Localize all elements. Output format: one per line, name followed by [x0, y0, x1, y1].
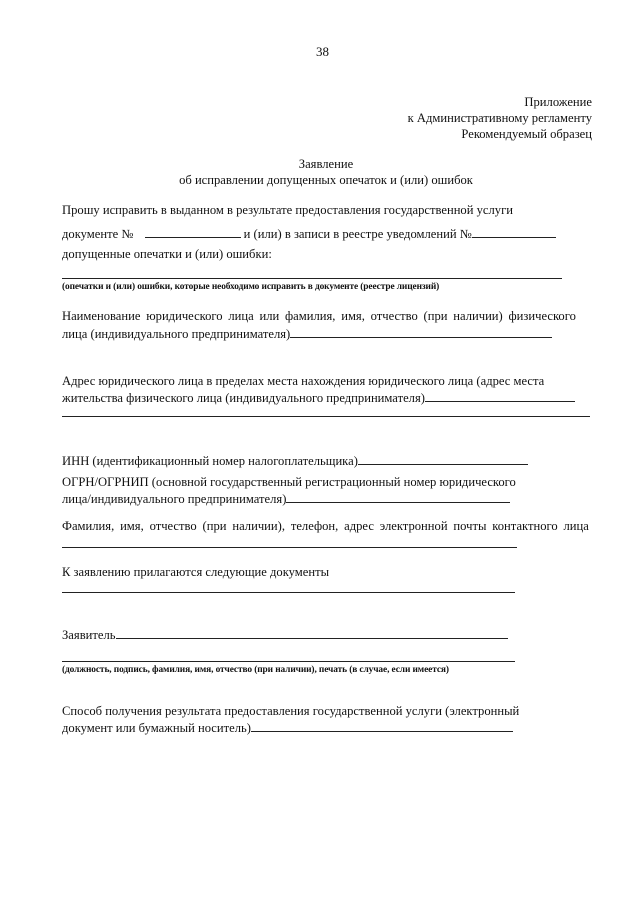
contact-word: электронной: [379, 519, 448, 533]
inn-field[interactable]: [358, 453, 528, 465]
contact-word: (при: [202, 519, 227, 533]
delivery-line-2: [62, 720, 513, 736]
ogrn-label: лица/индивидуального предпринимателя): [62, 492, 287, 506]
delivery-field[interactable]: [251, 720, 513, 732]
registry-number-label: и (или) в записи в реестре уведомлений №: [243, 227, 472, 241]
name-word: имя,: [341, 309, 365, 323]
applicant-signature-field[interactable]: [62, 661, 515, 662]
name-word: лица: [228, 309, 254, 323]
name-word: физического: [508, 309, 576, 323]
ogrn-line-2: [62, 491, 510, 507]
name-word: отчество: [370, 309, 418, 323]
name-line-2: [62, 326, 552, 342]
name-word: юридического: [146, 309, 223, 323]
request-line-3: допущенные опечатки и (или) ошибки:: [62, 247, 272, 261]
applicant-field[interactable]: [116, 627, 508, 639]
contact-word: Фамилия,: [62, 519, 115, 533]
name-line-2-label: лица (индивидуального предпринимателя): [62, 327, 291, 341]
name-word: наличии): [453, 309, 503, 323]
contact-field[interactable]: [62, 547, 517, 548]
contact-line: [62, 519, 589, 534]
contact-word: отчество: [149, 519, 197, 533]
address-field-extra[interactable]: [62, 416, 590, 417]
appendix-line-3: Рекомендуемый образец: [461, 127, 592, 141]
request-line-1: Прошу исправить в выданном в результате предоставления государственной услуги: [62, 203, 513, 217]
name-word: Наименование: [62, 309, 141, 323]
delivery-line-1: Способ получения результата предоставления государственной услуги (электронный: [62, 704, 520, 718]
name-word: фамилия,: [285, 309, 336, 323]
page-number: 38: [316, 44, 329, 59]
errors-caption: (опечатки и (или) ошибки, которые необходимо исправить в документе (реестре лицензий): [62, 282, 440, 292]
contact-word: лица: [563, 519, 589, 533]
contact-word: телефон,: [290, 519, 339, 533]
applicant-label: Заявитель: [62, 628, 116, 642]
delivery-label: документ или бумажный носитель): [62, 721, 251, 735]
ogrn-line-1: ОГРН/ОГРНИП (основной государственный регистрационный номер юридического: [62, 475, 516, 489]
name-field[interactable]: [290, 326, 552, 338]
applicant-caption: (должность, подпись, фамилия, имя, отчество (при наличии), печать (в случае, если имеется): [62, 665, 449, 675]
attachments-label: К заявлению прилагаются следующие документы: [62, 565, 330, 579]
document-number-label: документе №: [62, 227, 134, 241]
inn-line: [62, 453, 528, 469]
address-line-2: [62, 390, 575, 406]
contact-word: наличии),: [232, 519, 285, 533]
name-word: или: [259, 309, 280, 323]
document-subtitle: об исправлении допущенных опечаток и (или) ошибок: [179, 173, 473, 187]
contact-word: почты: [453, 519, 487, 533]
address-line-2-label: жительства физического лица (индивидуального предпринимателя): [62, 391, 425, 405]
address-field[interactable]: [425, 390, 575, 402]
contact-word: адрес: [344, 519, 374, 533]
applicant-line: [62, 627, 508, 643]
document-title: Заявление: [298, 157, 354, 171]
errors-field[interactable]: [62, 278, 562, 279]
attachments-field[interactable]: [62, 592, 515, 593]
registry-number-field[interactable]: [472, 226, 556, 238]
appendix-line-1: Приложение: [524, 95, 592, 109]
name-word: (при: [423, 309, 448, 323]
contact-word: имя,: [120, 519, 144, 533]
ogrn-field[interactable]: [286, 491, 510, 503]
inn-label: ИНН (идентификационный номер налогоплательщика): [62, 454, 358, 468]
request-line-2: [62, 226, 556, 242]
name-line-1: [62, 309, 576, 324]
document-number-field[interactable]: [145, 226, 241, 238]
address-line-1: Адрес юридического лица в пределах места нахождения юридического лица (адрес места: [62, 374, 545, 388]
appendix-line-2: к Административному регламенту: [407, 111, 592, 125]
contact-word: контактного: [492, 519, 558, 533]
